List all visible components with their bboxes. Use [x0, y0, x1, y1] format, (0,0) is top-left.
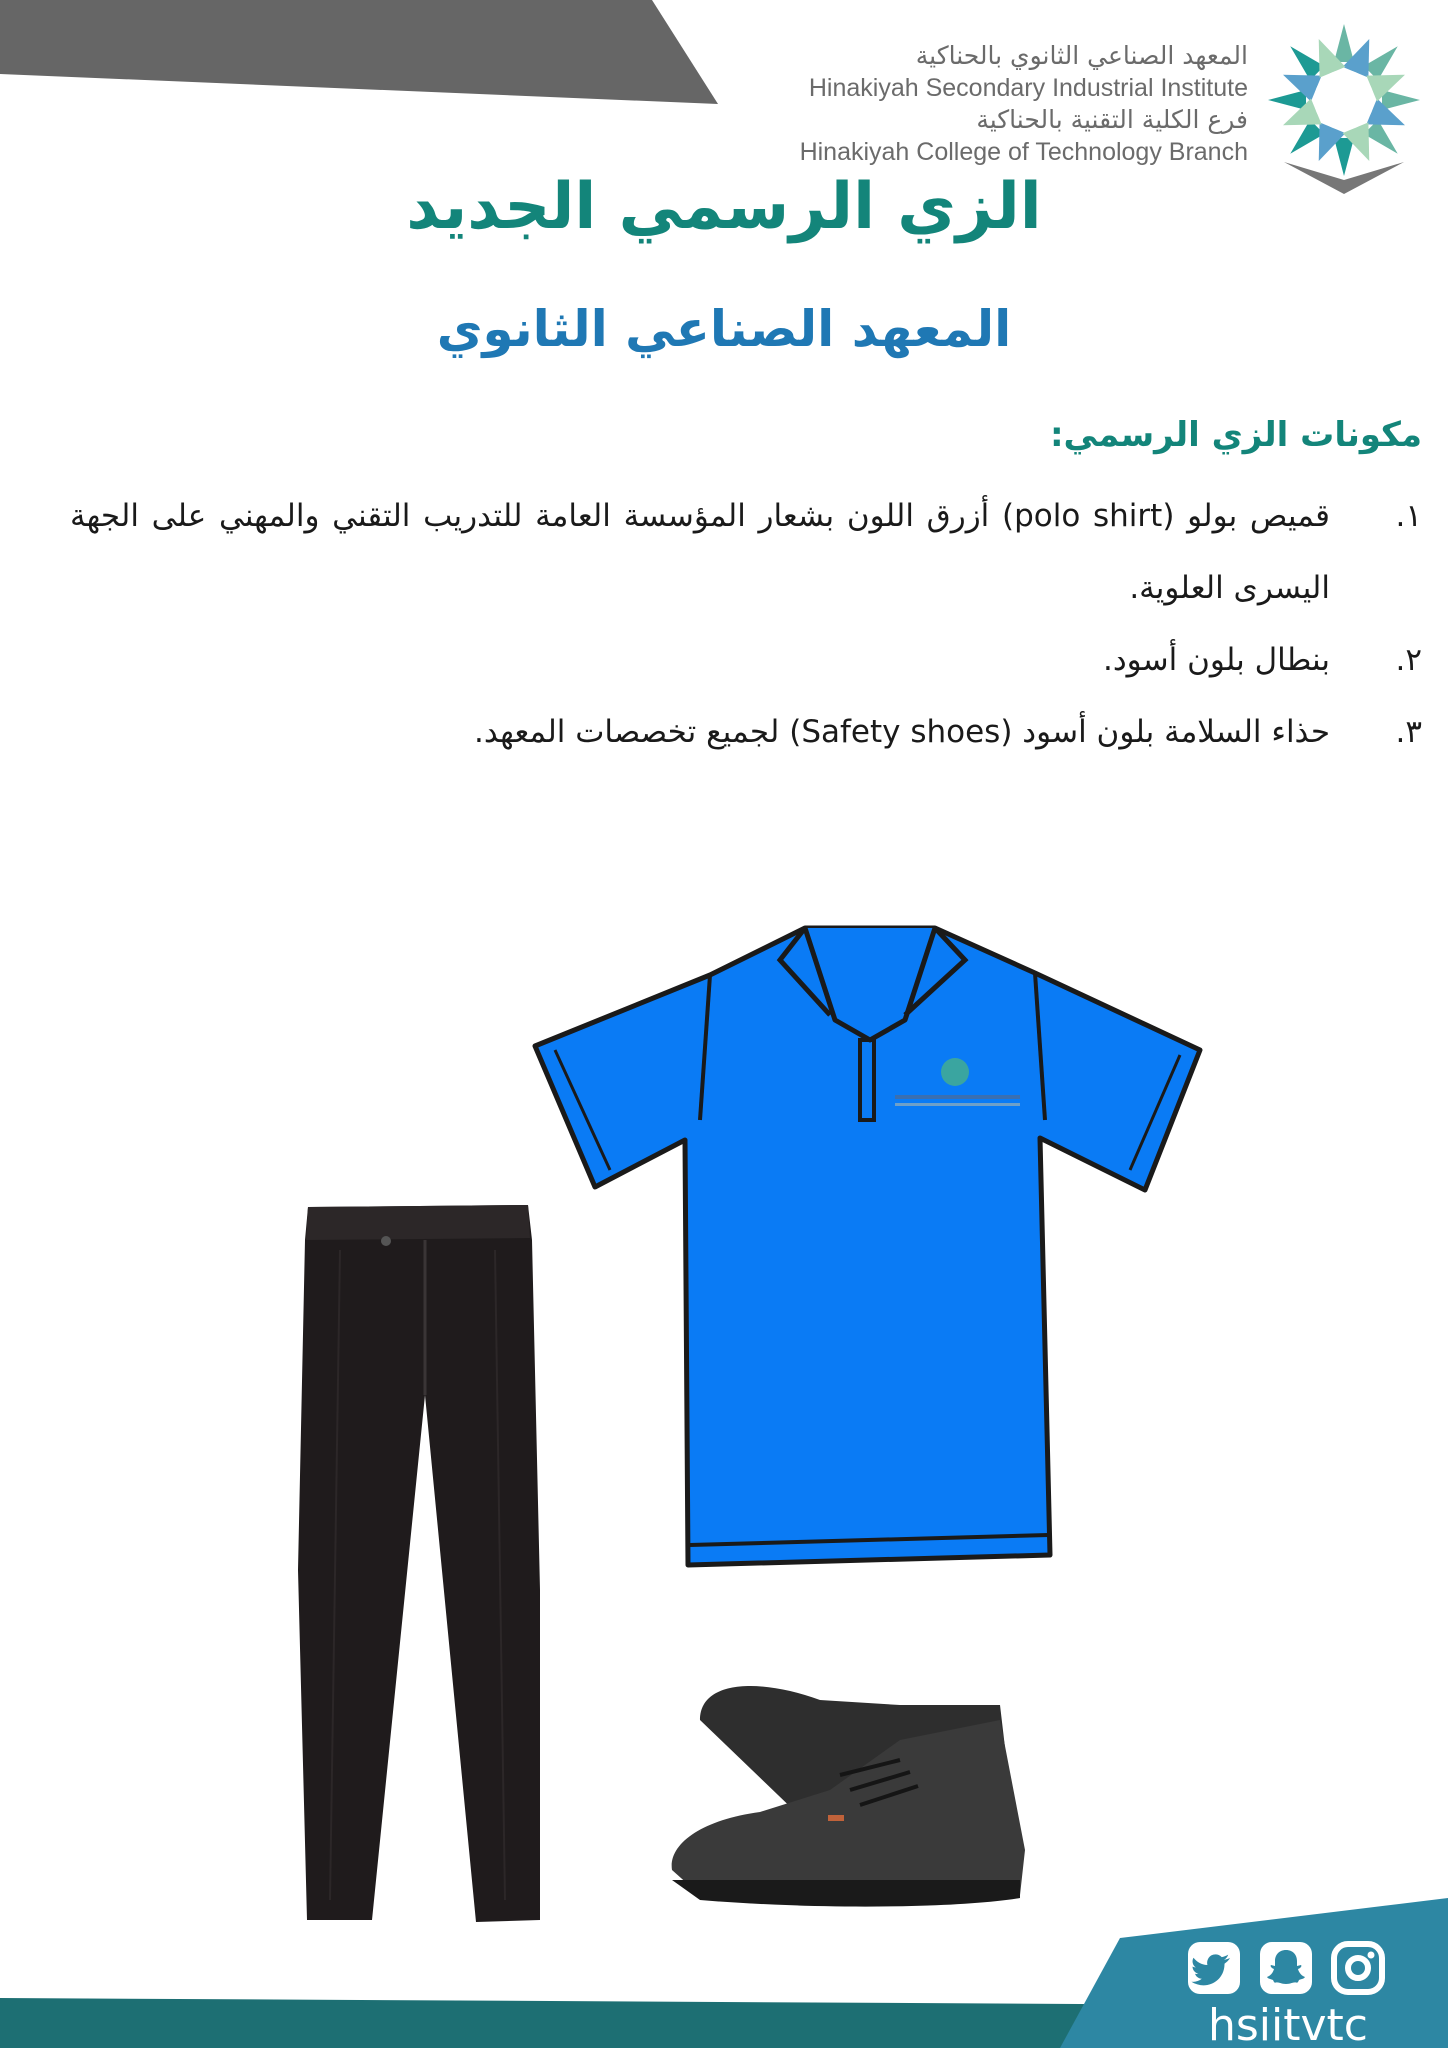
branch-name-ar: فرع الكلية التقنية بالحناكية	[976, 105, 1248, 134]
social-handle[interactable]: hsiitvtc	[1208, 2000, 1368, 2051]
corner-band	[0, 0, 720, 110]
instagram-icon[interactable]	[1330, 1940, 1386, 1996]
institute-name-en: Hinakiyah Secondary Industrial Institute	[808, 74, 1248, 102]
item-text: بنطال بلون أسود.	[1102, 642, 1330, 678]
uniform-items-list	[70, 480, 1422, 768]
black-trousers-image	[298, 1205, 540, 1922]
item-number: ١.	[1395, 498, 1422, 534]
section-heading: مكونات الزي الرسمي:	[1049, 415, 1422, 455]
institute-name-ar: المعهد الصناعي الثانوي بالحناكية	[915, 41, 1248, 70]
social-icons	[1186, 1940, 1386, 2000]
institute-names	[728, 40, 1248, 168]
item-text: قميص بولو (polo shirt) أزرق اللون بشعار المؤسسة العامة للتدريب التقني والمهني على الجهة اليسرى العلوية.	[70, 498, 1331, 606]
branch-name-en: Hinakiyah College of Technology Branch	[799, 138, 1248, 166]
item-number: ٣.	[1395, 714, 1422, 750]
list-item	[70, 696, 1422, 768]
polo-shirt-image	[535, 928, 1200, 1565]
list-item	[70, 480, 1422, 624]
item-number: ٢.	[1395, 642, 1422, 678]
item-text: حذاء السلامة بلون أسود (Safety shoes) لجميع تخصصات المعهد.	[474, 714, 1330, 750]
safety-shoes-image	[672, 1686, 1025, 1907]
list-item	[70, 624, 1422, 696]
twitter-icon[interactable]	[1186, 1940, 1242, 1996]
snapchat-icon[interactable]	[1258, 1940, 1314, 1996]
page-subtitle: المعهد الصناعي الثانوي	[436, 300, 1012, 358]
page-title: الزي الرسمي الجديد	[406, 170, 1042, 244]
